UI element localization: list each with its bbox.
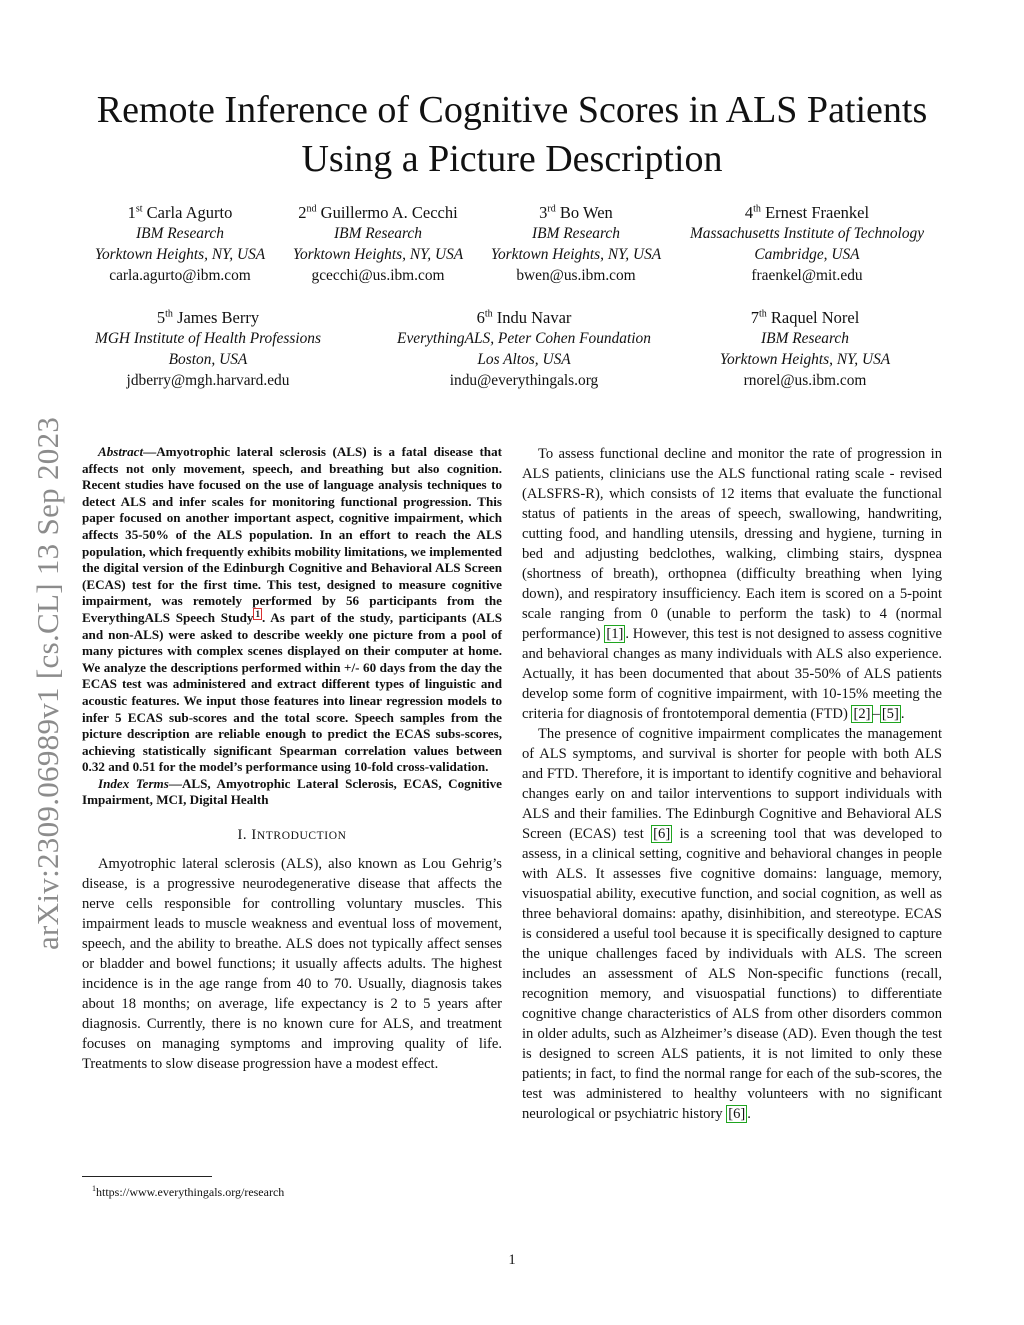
- citation-link[interactable]: [5]: [881, 706, 899, 722]
- author-ordinal: 6: [476, 308, 485, 327]
- arxiv-identifier-stamp: arXiv:2309.06989v1 [cs.CL] 13 Sep 2023: [30, 416, 65, 950]
- citation-link[interactable]: [6]: [728, 1106, 746, 1122]
- abstract-text-a: —Amyotrophic lateral sclerosis (ALS) is a fatal disease that affects not only movement, speech, and breathing but also cognition. Recent studies have focused on the use of language analysis techniques to detect ALS and infer scales for monitoring functional progression. This paper focused on another important aspect, cognitive impairment, which affects 35-50% of the ALS population. In an effort to reach the ALS population, which frequently exhibits mobility limitations, we implemented the digital version of the Edinburgh Cognitive and Behavioral ALS Screen (ECAS) test for the first time. This test, designed to measure cognitive impairment, was remotely performed by 56 participants from the EverythingALS Speech Study: [82, 444, 502, 625]
- author-name: Indu Navar: [496, 308, 572, 327]
- body-paragraph-alsfrs: [522, 444, 942, 724]
- footnote-rule: [82, 1176, 212, 1177]
- author-ordinal-suffix: th: [758, 308, 767, 320]
- author-affiliation: IBM Research: [136, 225, 224, 242]
- index-terms-text: —ALS, Amyotrophic Lateral Sclerosis, ECAS, Cognitive Impairment, MCI, Digital Health: [82, 775, 502, 808]
- body-paragraph-ecas: [522, 724, 942, 1124]
- footnote-mark: 1: [92, 1184, 96, 1193]
- paragraph-text: .: [900, 706, 905, 722]
- author-ordinal-suffix: nd: [306, 203, 317, 215]
- author-email: gcecchi@us.ibm.com: [311, 267, 445, 284]
- author-name: Ernest Fraenkel: [765, 203, 870, 222]
- paragraph-text: .: [747, 1106, 751, 1122]
- author-ordinal-suffix: rd: [547, 203, 556, 215]
- author-location: Yorktown Heights, NY, USA: [490, 246, 662, 263]
- author-block-3: [476, 202, 676, 286]
- author-ordinal-suffix: th: [753, 203, 761, 215]
- author-email: fraenkel@mit.edu: [751, 267, 863, 284]
- author-name: Guillermo A. Cecchi: [320, 203, 458, 222]
- page-number: 1: [508, 1252, 516, 1268]
- citation-link[interactable]: [6]: [653, 826, 671, 842]
- author-ordinal: 7: [750, 308, 759, 327]
- author-ordinal: 5: [156, 308, 166, 327]
- author-location: Yorktown Heights, NY, USA: [292, 246, 464, 263]
- author-block-5: [80, 307, 336, 391]
- author-location: Cambridge, USA: [754, 246, 860, 263]
- footnote-url[interactable]: https://www.everythingals.org/research: [96, 1185, 285, 1199]
- author-block-2: [278, 202, 478, 286]
- section-heading-introduction: [82, 825, 502, 846]
- author-ordinal-suffix: st: [135, 203, 143, 215]
- author-location: Los Altos, USA: [477, 351, 571, 368]
- author-ordinal: 1: [127, 203, 136, 222]
- author-ordinal: 2: [298, 203, 307, 222]
- author-name: Bo Wen: [559, 203, 613, 222]
- author-affiliation: IBM Research: [532, 225, 620, 242]
- paragraph-text: . However, this test is not designed to assess cognitive and behavioral changes as many individuals with ALS also experience. Actually, it has been documented that about 35-50% of ALS patients develop some form of cognitive impairment, with 10-15% meeting the criteria for diagnosis of frontotemporal dementia (FTD): [522, 626, 942, 722]
- footnote: [92, 1185, 284, 1200]
- author-ordinal-suffix: th: [484, 308, 493, 320]
- section-number: I.: [237, 827, 248, 844]
- author-name: Carla Agurto: [146, 203, 233, 222]
- author-block-4: [674, 202, 940, 286]
- section-title-rest: NTRODUCTION: [256, 830, 347, 843]
- author-ordinal: 4: [744, 203, 754, 222]
- author-affiliation: IBM Research: [761, 330, 849, 347]
- author-affiliation: EverythingALS, Peter Cohen Foundation: [397, 330, 651, 347]
- author-location: Yorktown Heights, NY, USA: [94, 246, 266, 263]
- author-block-6: [376, 307, 672, 391]
- author-affiliation: IBM Research: [334, 225, 422, 242]
- citation-range-dash: –: [872, 706, 880, 722]
- right-column: [522, 444, 942, 1124]
- abstract: [82, 444, 502, 776]
- author-ordinal: 3: [539, 203, 548, 222]
- author-name: James Berry: [177, 308, 260, 327]
- author-email: bwen@us.ibm.com: [516, 267, 636, 284]
- author-location: Boston, USA: [168, 351, 248, 368]
- paper-title: Remote Inference of Cognitive Scores in ALS Patients Using a Picture Description: [96, 89, 928, 180]
- abstract-label: Abstract: [98, 444, 144, 459]
- author-email: jdberry@mgh.harvard.edu: [126, 372, 290, 389]
- index-terms: [82, 776, 502, 809]
- author-block-7: [700, 307, 910, 391]
- citation-link[interactable]: [1]: [606, 626, 624, 642]
- footnote-reference-link[interactable]: 1: [255, 608, 260, 619]
- section-title-initial: I: [251, 827, 257, 844]
- left-column: [82, 444, 502, 1074]
- paragraph-text: To assess functional decline and monitor the rate of progression in ALS patients, clinicians use the ALS functional rating scale - revised (ALSFRS-R), which consists of 12 items that evaluate the functional status of patients in the areas of speech, swallowing, handwriting, cutting food, and handling utensils, dressing and hygiene, turning in bed and adjusting bedclothes, walking, climbing stairs, dyspnea (shortness of breath), orthopnea (difficulty breathing when lying down), and respiratory insufficiency. Each item is scored on a 5-point scale ranging from 0 (unable to perform the task) to 4 (normal performance): [522, 446, 942, 642]
- citation-link[interactable]: [2]: [853, 706, 871, 722]
- paragraph-text: is a screening tool that was developed to assess, in a clinical setting, cognitive and behavioral changes in people with ALS. It assesses five cognitive domains: language, memory, visuospatial ability, executive function, and social cognition, as well as three behavioral domains: apathy, disinhibition, and stereotype. ECAS is considered a useful tool because it is specifically designed to capture the unique challenges faced by individuals with ALS. The screen includes an assessment of ALS Non-specific functions (recall, recognition memory, and visuospatial functions) to differentiate cognitive change characteristics of ALS from other disorders common in older adults, such as Alzheimer’s disease (AD). Even though the test is designed to screen ALS patients, it is not limited to only these patients; in fact, to find the normal range for each of the sub-scores, the test was administered to healthy volunteers with no significant neurological or psychiatric history: [522, 826, 942, 1122]
- abstract-text-b: . As part of the study, participants (ALS and non-ALS) were asked to describe weekly one picture from a pool of many pictures with complex scenes displayed on their computer at home. We analyze the descriptions performed within +/- 60 days from the day the ECAS test was administered and extract different types of linguistic and acoustic features. We input those features into linear regression models to infer 5 ECAS sub-scores and the total score. Speech samples from the picture description are reliable enough to predict the ECAS subs-scores, achieving statistically significant Spearman correlation values between 0.32 and 0.51 for the model’s performance using 10-fold cross-validation.: [82, 609, 502, 775]
- author-name: Raquel Norel: [770, 308, 860, 327]
- paragraph-text: The presence of cognitive impairment complicates the management of ALS symptoms, and survival is shorter for people with both ALS and FTD. Therefore, it is important to identify cognitive and behavioral changes early on and tailor interventions to support individuals with ALS and their families. The Edinburgh Cognitive and Behavioral ALS Screen (ECAS) test: [522, 726, 942, 842]
- author-email: carla.agurto@ibm.com: [109, 267, 251, 284]
- author-location: Yorktown Heights, NY, USA: [719, 351, 891, 368]
- introduction-paragraph: Amyotrophic lateral sclerosis (ALS), also known as Lou Gehrig’s disease, is a progressive neurodegenerative disease that affects the nerve cells responsible for controlling voluntary muscles. This impairment leads to muscle weakness and eventual loss of movement, speech, and the ability to breathe. ALS does not typically affect senses or bladder and bowel functions; it usually affects adults. The highest incidence is in the age range from 40 to 70. Usually, diagnosis takes about 18 months; on average, life expectancy is 2 to 5 years after diagnosis. Currently, there is no known cure for ALS, and treatment focuses on managing symptoms and improving quality of life. Treatments to slow disease progression have a modest effect.: [82, 856, 502, 1073]
- author-affiliation: MGH Institute of Health Professions: [95, 330, 321, 347]
- author-email: indu@everythingals.org: [449, 372, 599, 389]
- author-block-1: [80, 202, 280, 286]
- author-email: rnorel@us.ibm.com: [743, 372, 867, 389]
- author-ordinal-suffix: th: [165, 308, 173, 320]
- author-affiliation: Massachusetts Institute of Technology: [689, 225, 925, 242]
- index-terms-label: Index Terms: [98, 775, 169, 791]
